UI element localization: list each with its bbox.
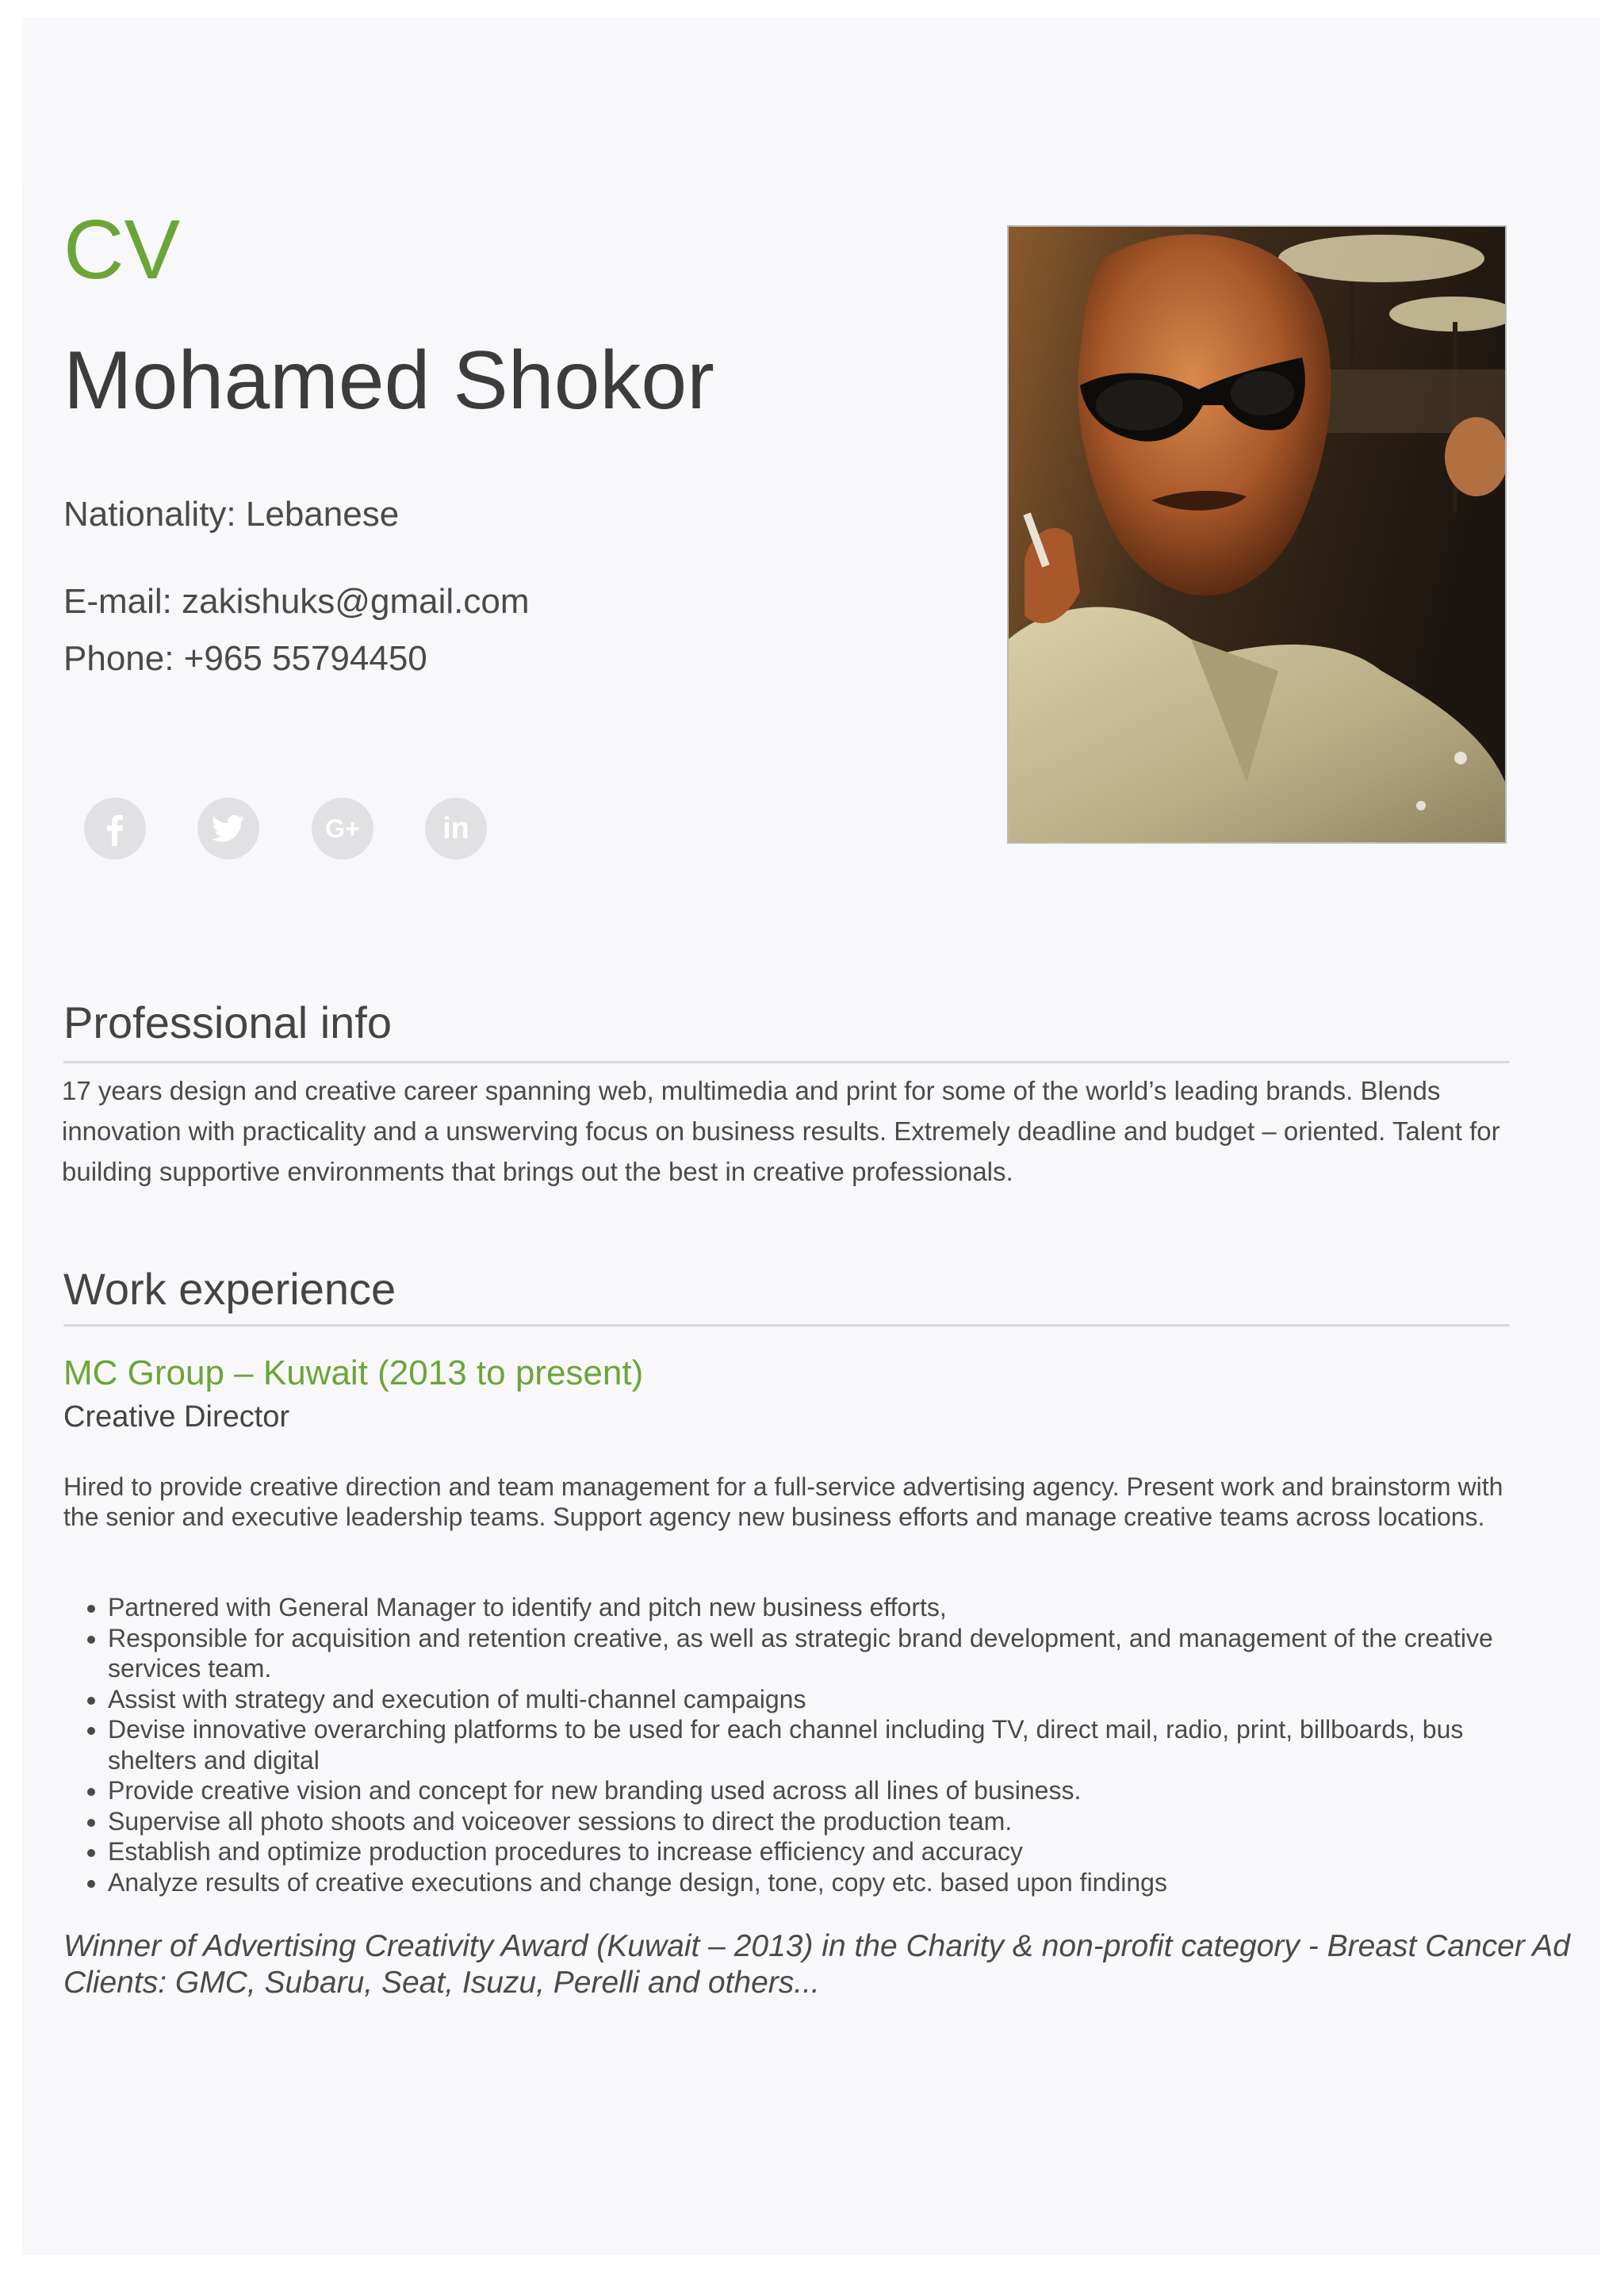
responsibilities-list xyxy=(63,1592,1535,1897)
twitter-glyph xyxy=(212,814,245,843)
facebook-glyph xyxy=(99,811,131,846)
linkedin-icon[interactable] xyxy=(425,798,487,860)
responsibility-item: • Assist with strategy and execution of multi-channel campaigns xyxy=(108,1684,1535,1715)
responsibility-item: • Provide creative vision and concept for new branding used across all lines of business. xyxy=(108,1775,1535,1806)
responsibility-item: • Responsible for acquisition and retention creative, as well as strategic brand development, and management of the creative services team. xyxy=(108,1623,1535,1684)
google-plus-glyph: G+ xyxy=(325,814,360,843)
responsibility-item: • Supervise all photo shoots and voiceover sessions to direct the production team. xyxy=(108,1806,1535,1837)
award-text: Winner of Advertising Creativity Award (Kuwait – 2013) in the Charity & non-profit category - Breast Cancer Ad xyxy=(63,1929,1570,1963)
email-address[interactable]: E-mail: zakishuks@gmail.com xyxy=(63,582,530,621)
phone-number[interactable]: Phone: +965 55794450 xyxy=(63,639,427,678)
responsibility-item: • Devise innovative overarching platforms to be used for each channel including TV, direct mail, radio, print, billboards, bus shelters and digital xyxy=(108,1714,1535,1775)
professional-info-divider xyxy=(63,1061,1510,1063)
clients-text: Clients: GMC, Subaru, Seat, Isuzu, Perelli and others... xyxy=(63,1966,820,2000)
nationality: Nationality: Lebanese xyxy=(63,495,400,534)
twitter-icon[interactable] xyxy=(197,798,259,860)
facebook-icon[interactable] xyxy=(84,798,146,860)
responsibility-item: • Establish and optimize production procedures to increase efficiency and accuracy xyxy=(108,1836,1535,1867)
job-role: Creative Director xyxy=(63,1400,290,1434)
linkedin-glyph: in xyxy=(442,811,469,845)
portrait-illustration xyxy=(1009,227,1505,842)
responsibility-item: • Partnered with General Manager to identify and pitch new business efforts, xyxy=(108,1592,1535,1623)
award-note xyxy=(63,1928,1570,2001)
cv-label: CV xyxy=(63,203,181,297)
profile-photo xyxy=(1007,225,1507,844)
work-experience-divider xyxy=(63,1324,1510,1327)
professional-summary: 17 years design and creative career spanning web, multimedia and print for some of the world’s leading brands. Blends innovation with practicality and a unswerving focus on business results. Extremely deadline and budget – oriented. Talent for building supportive environments that brings out the best in creative professionals. xyxy=(62,1076,1500,1186)
professional-info-heading: Professional info xyxy=(63,997,393,1047)
google-plus-icon[interactable] xyxy=(312,798,373,860)
person-name: Mohamed Shokor xyxy=(63,335,714,427)
responsibility-item: • Analyze results of creative executions and change design, tone, copy etc. based upon findings xyxy=(108,1867,1535,1898)
job-description: Hired to provide creative direction and team management for a full-service advertising agency. Present work and brainstorm with the senior and executive leadership teams. Support agency new business efforts and manage creative teams across locations. xyxy=(63,1472,1503,1531)
header-band xyxy=(22,17,1600,184)
work-experience-heading: Work experience xyxy=(63,1264,396,1314)
job-company: MC Group – Kuwait (2013 to present) xyxy=(63,1353,644,1392)
